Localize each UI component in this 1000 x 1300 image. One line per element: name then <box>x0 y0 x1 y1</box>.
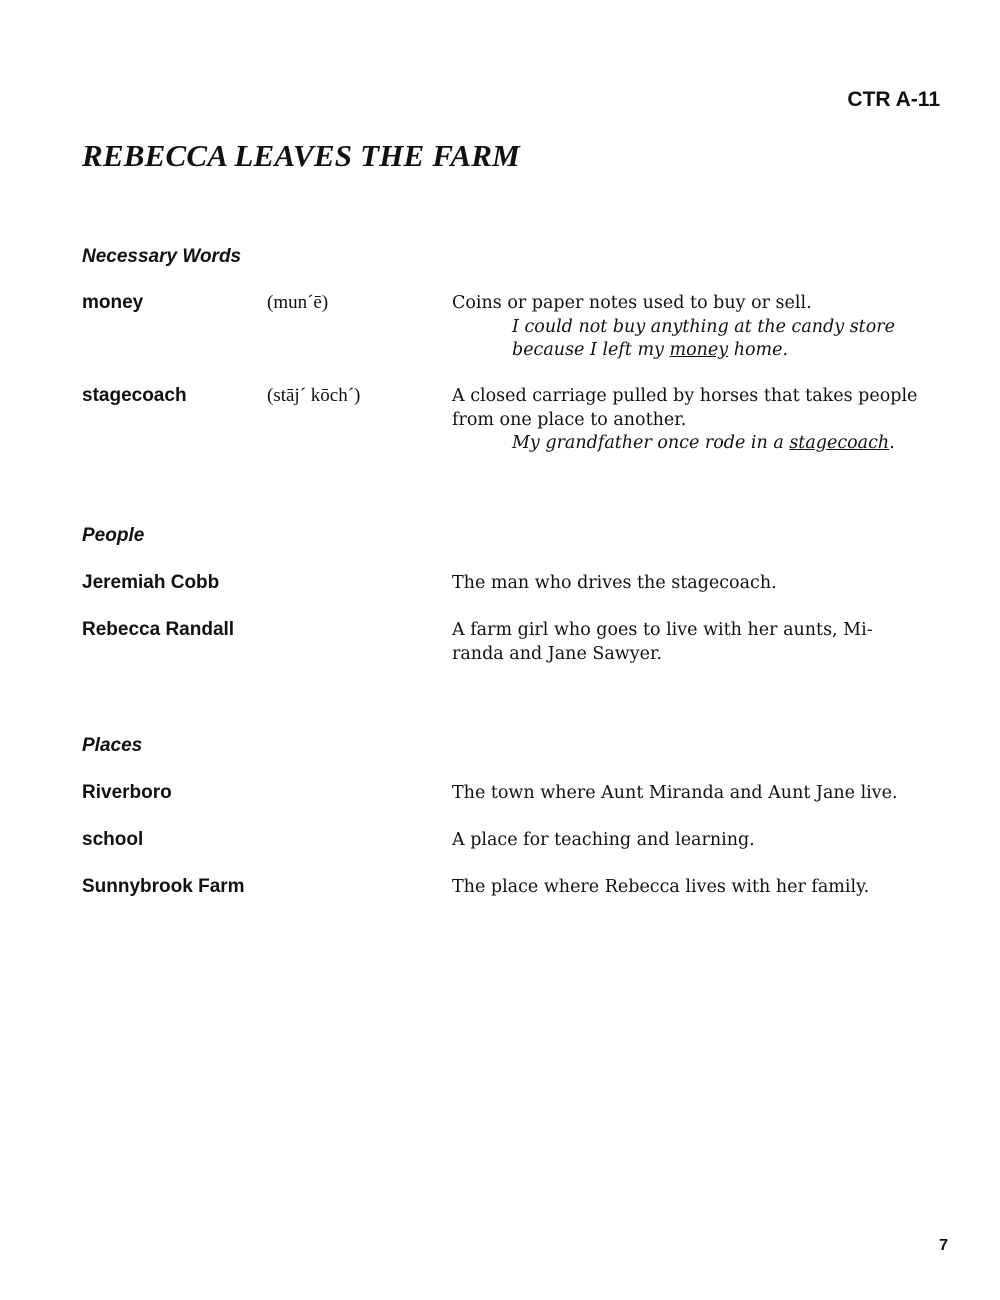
entry-term: stagecoach <box>82 385 187 406</box>
entry-example <box>452 316 952 363</box>
entry-term: Rebecca Randall <box>82 619 235 640</box>
entry-definition: A place for teaching and learning. <box>452 830 755 850</box>
example-text-after: . <box>889 433 895 453</box>
entry-definition: A closed carriage pulled by horses that takes people from one place to another. <box>452 386 918 430</box>
entry-definition: A farm girl who goes to live with her aunts, Mi-randa and Jane Sawyer. <box>452 620 873 664</box>
example-text-after: home. <box>728 340 789 360</box>
entry-pronunciation: (stāj´ kōch´) <box>267 385 361 406</box>
page-title: REBECCA LEAVES THE FARM <box>82 138 520 173</box>
entry-definition-block <box>452 292 952 363</box>
entry-term: Jeremiah Cobb <box>82 572 220 593</box>
section-heading-necessary-words: Necessary Words <box>82 246 242 267</box>
page-number: 7 <box>939 1237 948 1254</box>
entry-definition: The place where Rebecca lives with her family. <box>452 877 870 897</box>
page-code: CTR A-11 <box>847 88 940 111</box>
example-text-before: My grandfather once rode in a <box>512 433 790 453</box>
entry-term: school <box>82 829 144 850</box>
entry-definition: The town where Aunt Miranda and Aunt Jane live. <box>452 783 898 803</box>
section-heading-places: Places <box>82 735 143 756</box>
entry-pronunciation: (mun´ē) <box>267 292 329 313</box>
entry-definition: Coins or paper notes used to buy or sell. <box>452 293 812 313</box>
entry-definition-block <box>452 385 952 456</box>
section-heading-people: People <box>82 525 145 546</box>
entry-example <box>452 432 952 456</box>
entry-term: Sunnybrook Farm <box>82 876 245 897</box>
example-underlined-word: stagecoach <box>789 433 890 453</box>
example-text-before: I could not buy anything at the candy store because I left my <box>512 316 895 360</box>
entry-definition: The man who drives the stagecoach. <box>452 573 777 593</box>
example-underlined-word: money <box>669 340 729 360</box>
entry-term: Riverboro <box>82 782 172 803</box>
entry-term: money <box>82 292 144 313</box>
